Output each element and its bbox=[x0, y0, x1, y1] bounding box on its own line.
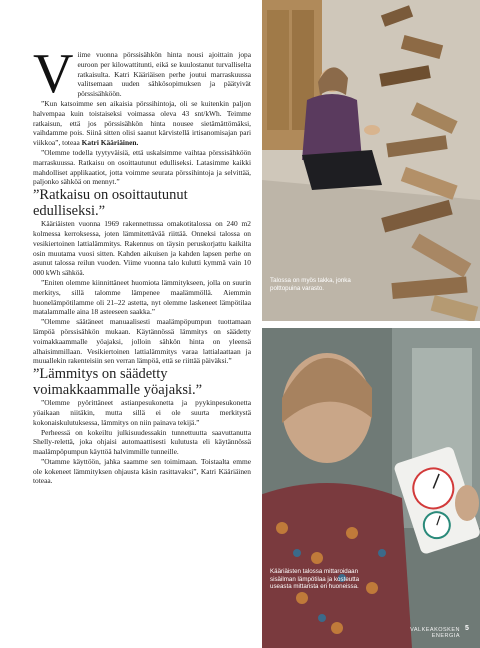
firewood-photo bbox=[262, 0, 480, 321]
paragraph: ”Olemme säätäneet manuaalisesti maalämpöpumpun tuottamaan lämpöä pörssisähkön mukaan. Käytännössä lämmitys on säädetty voimakkaammalle yöajaksi, jolloin sähkön hinta on yleensä alhaisimmillaan. Vesikiertoinen lattialämmitys varaa lattialaattaan ja muuallekin rakenteisiin sen verran lämpöä, että se riittää päiväksi.” bbox=[33, 317, 251, 366]
pull-quote: ”Lämmitys on säädetty voimakkaammalle yöajaksi.” bbox=[33, 366, 203, 399]
photo-caption: Talossa on myös takka, jonka polttopuina varasto. bbox=[270, 277, 351, 292]
pull-quote: ”Ratkaisu on osoittautunut edulliseksi.” bbox=[33, 187, 188, 220]
paragraph: ”Otamme käyttöön, jahka saamme sen toimimaan. Toistaalta emme ole kokeneet lämmityksen ohjausta käsin rasittavaksi”, Katri Kääriäinen toteaa. bbox=[33, 456, 251, 486]
dropcap: V bbox=[33, 43, 74, 105]
photo-caption: Kääriäisten talossa mittaroidaan sisäilman lämpötilaa ja kosteutta useasta mittarista eri huoneissa. bbox=[270, 568, 360, 590]
thermometer-photo bbox=[262, 328, 480, 648]
paragraph: ”Kun katsoimme sen aikaisia pörssihintoja, oli se kuitenkin paljon halvempaa kuin toistaiseksi voimassa oleva 43 snt/kWh. Teimme ratkaisun, että jos pörssisähkön hinta nousee sietämättömäksi, vaihdamme pois. Siinä sitten olisi saanut kärvistellä irtisanomisajan pari viikkoa”, toteaa Katri Kääriäinen. bbox=[33, 98, 251, 148]
paragraph: Kääriäisten vuonna 1969 rakennettussa omakotitalossa on 240 m2 kolmessa kerroksessa, joten lämmitettävää riittää. Onneksi talossa on vesikiertoinen lattialämmitys. Rakennus on täysin peruskorjattu kaikilta osin muutama vuosi sitten. Kahden aikuisen ja kahden lapsen perhe on asunut talossa reilun vuoden. Viime vuonna talo kulutti kymmä vain 10 000 kWh sähköä. bbox=[33, 219, 251, 278]
intro-paragraph: Viime vuonna pörssisähkön hinta nousi ajoittain jopa euroon per kilowattitunti, eikä se kuulostanut turvalliselta ratkaisulta. Katri Kääriäisen perhe joutui marraskuussa valitsemaan uuden sähkösopimuksen ja päätyivät pörssisähköön. bbox=[33, 43, 251, 105]
paragraph: Perheessä on kokeiltu julkisuudessakin tunnettuutta saavuttanutta Shelly-relettä, joka ohjaisi automaattisesti kulutusta eli käytännössä maalämpöpumpun käyttöä halvimmille tunneille. bbox=[33, 427, 251, 457]
page-number: 5 bbox=[465, 625, 469, 632]
paragraph: ”Olemme pyörittäneet astianpesukonetta ja pyykinpesukonetta yöaikaan niitäkin, mutta sillä ei ole suurta merkitystä kokonaiskulutuksessa, lämmitys on niin painava tekijä.” bbox=[33, 398, 251, 427]
footer-brand: VALKEAKOSKEN ENERGIA bbox=[410, 627, 460, 639]
paragraph: ”Olemme todella tyytyväisiä, että uskalsimme vaihtaa pörssisähköön marraskuussa. Ratkaisu on osoittautunut edulliseksi. Latasimme kaikki mahdolliset applikaatiot, jotta voimme seurata pörssihintoja ja selvittää, paljonko sähköä on mennyt.” bbox=[33, 147, 251, 187]
article-body bbox=[33, 43, 251, 486]
author-name: Katri Kääriäinen. bbox=[81, 138, 139, 148]
paragraph: ”Eniten olemme kiinnittäneet huomiota lämmitykseen, jolla on suurin merkitys, sillä talomme lämpenee maalämmöllä. Aiemmin huonelämpötilamme oli 21–22 astetta, nyt olemme laskeneet lämpötilaa matalammalle aina 18 asteeseen saakka.” bbox=[33, 277, 251, 317]
